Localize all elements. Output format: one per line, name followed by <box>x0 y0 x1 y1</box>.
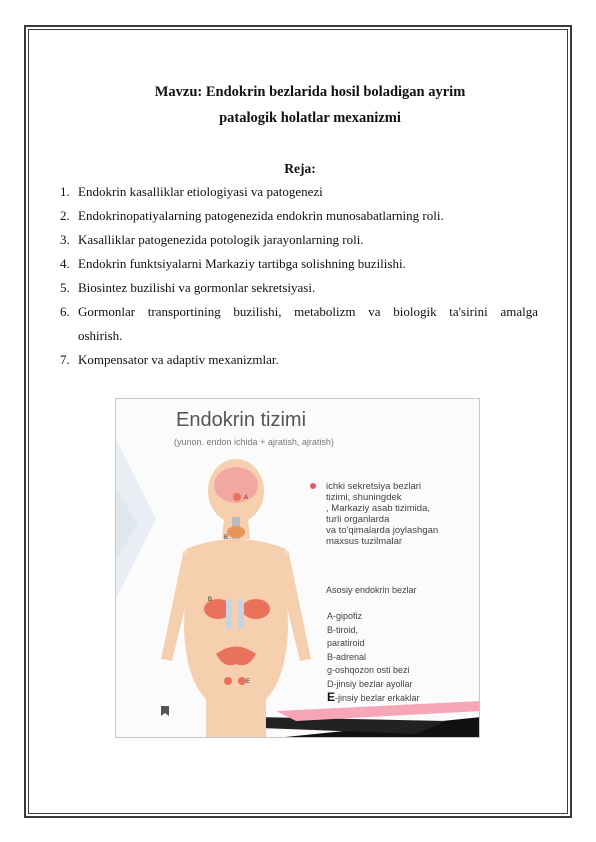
document-title-line2: patalogik holatlar mexanizmi <box>219 110 401 126</box>
figure-description <box>326 481 476 547</box>
bookmark-icon[interactable] <box>160 706 170 716</box>
plan-item-number: 2. <box>60 208 70 223</box>
plan-item-number: 6. <box>60 304 70 319</box>
plan-heading: Reja: <box>284 161 316 176</box>
description-line: maxsus tuzilmalar <box>326 536 403 547</box>
gland-item: g-oshqozon osti bezi <box>327 665 410 675</box>
label-b-adrenal: B <box>208 597 213 603</box>
description-line: tizimi, shuningdek <box>326 492 402 503</box>
thyroid-gland-icon <box>227 526 245 538</box>
description-line: , Markaziy asab tizimida, <box>326 503 431 514</box>
plan-item <box>60 348 538 372</box>
plan-item <box>60 276 538 300</box>
plan-item <box>60 228 538 252</box>
label-b-thyroid: B <box>224 535 229 541</box>
plan-item <box>60 180 538 204</box>
gland-item: B-adrenal <box>327 651 367 662</box>
bullet-icon <box>310 483 316 489</box>
gland-item: B-tiroid, <box>327 624 359 635</box>
plan-item-text: Kompensator va adaptiv mexanizmlar. <box>78 352 279 367</box>
label-e: E <box>246 679 251 685</box>
plan-item-number: 5. <box>60 280 70 295</box>
gland-item: D-jinsiy bezlar ayollar <box>327 678 413 689</box>
figure-title: Endokrin tizimi <box>176 409 307 431</box>
plan-item-number: 3. <box>60 232 70 247</box>
endocrine-system-figure <box>115 398 480 738</box>
human-body-illustration <box>161 459 311 738</box>
testis-right-icon <box>238 677 246 685</box>
plan-item-number: 7. <box>60 352 70 367</box>
kidney-right-icon <box>242 599 270 619</box>
gland-item: paratiroid <box>327 638 365 648</box>
plan-item <box>60 252 538 276</box>
aorta-icon <box>226 599 232 629</box>
label-a: A <box>244 495 249 501</box>
gland-text: -jinsiy bezlar erkaklar <box>335 693 420 703</box>
plan-item-text-continued: oshirish. <box>78 328 123 343</box>
plan-item <box>60 204 538 228</box>
glands-list <box>327 610 420 706</box>
description-line: turli organlarda <box>326 514 390 525</box>
gland-item <box>327 691 420 706</box>
gland-letter: E <box>327 690 336 704</box>
gland-item: A-gipofiz <box>327 611 363 621</box>
plan-item-number: 1. <box>60 184 70 199</box>
plan-item-text: Biosintez buzilishi va gormonlar sekretsiyasi. <box>78 280 316 295</box>
plan-item-text: Endokrin kasalliklar etiologiyasi va patogenezi <box>78 184 323 199</box>
plan-item <box>60 300 538 348</box>
plan-item-text: Endokrinopatiyalarning patogenezida endokrin munosabatlarning roli. <box>78 208 444 223</box>
plan-item-number: 4. <box>60 256 70 271</box>
plan-item-text: Endokrin funktsiyalarni Markaziy tartibga solishning buzilishi. <box>78 256 406 271</box>
pituitary-gland-icon <box>233 493 241 501</box>
vena-cava-icon <box>238 599 244 629</box>
plan-item-text: Gormonlar transportining buzilishi, metabolizm va biologik ta'sirini amalga <box>78 304 538 319</box>
description-line: ichki sekretsiya bezlari <box>326 481 422 492</box>
testis-left-icon <box>224 677 232 685</box>
plan-item-text: Kasalliklar patogenezida potologik jarayonlarning roli. <box>78 232 364 247</box>
description-line: va to'qimalarda joylashgan <box>326 525 439 536</box>
figure-subtitle: (yunon. endon ichida + ajratish, ajratish) <box>174 437 334 447</box>
glands-heading: Asosiy endokrin bezlar <box>326 585 417 595</box>
plan-list <box>60 180 538 372</box>
figure-background-art <box>116 399 480 738</box>
document-title-line1: Mavzu: Endokrin bezlarida hosil boladigan ayrim <box>154 84 466 100</box>
